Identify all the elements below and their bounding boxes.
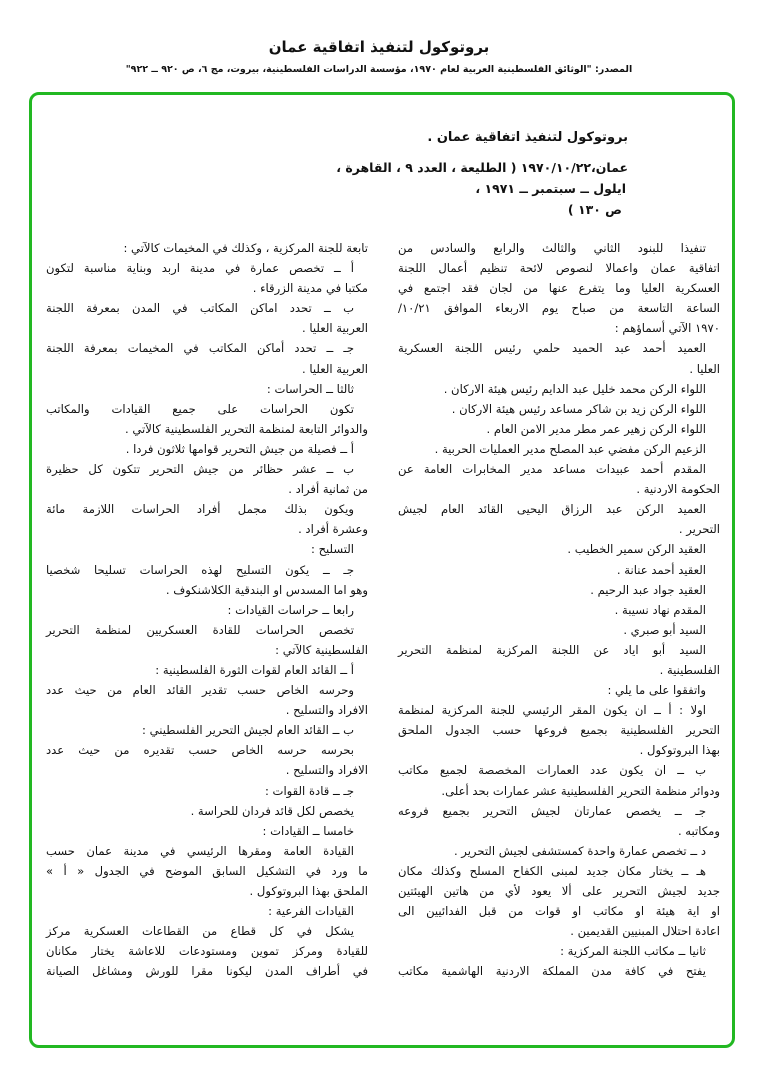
text-line: العقيد الركن سمير الخطيب .	[567, 542, 706, 557]
text-line: ما ورد في التشكيل السابق الموضح في الجدول « أ »	[46, 863, 368, 878]
paragraph	[46, 439, 368, 459]
paragraph	[46, 298, 368, 338]
text-line: جـ ــ يخصص عمارتان لجيش التحرير بجميع فروعه	[398, 803, 706, 818]
paragraph	[398, 238, 720, 338]
text-line: العميد الركن عبد الرزاق اليحيى القائد العام لجيش	[398, 502, 706, 517]
paragraph	[398, 941, 720, 961]
text-line: ب ــ عشر حظائر من جيش التحرير تتكون كل حظيرة	[46, 462, 354, 477]
document-title: بروتوكول لتنفيذ اتفاقية عمان .	[427, 130, 628, 145]
text-line: السيد أبو اياد عن اللجنة المركزية لمنظمة التحرير	[398, 642, 706, 657]
text-line: يشكل في كل قطاع من القطاعات العسكرية مركز	[46, 924, 354, 939]
text-line: التحرير .	[678, 522, 720, 537]
text-line: الحكومة الاردنية .	[636, 482, 720, 497]
text-line: من ثمانية أفراد .	[288, 482, 368, 497]
text-line: ب ــ ان يكون عدد العمارات المخصصة لجميع مكاتب	[398, 763, 706, 778]
text-line: جـ ــ يكون التسليح لهذه الحراسات تسليحا شخصيا	[46, 562, 354, 577]
text-line: بهذا البروتوكول .	[639, 743, 720, 758]
text-line: المقدم أحمد عبيدات مساعد مدير المخابرات العامة عن	[398, 462, 706, 477]
paragraph	[398, 439, 720, 459]
paragraph	[398, 379, 720, 399]
text-line: ثانيا ــ مكاتب اللجنة المركزية :	[560, 944, 706, 959]
text-column-right	[398, 238, 720, 981]
text-line: او اية هيئة او مكاتب او قوات من قبل الفدائيين الى	[398, 904, 720, 919]
text-line: العقيد جواد عبد الرحيم .	[590, 582, 706, 597]
paragraph	[398, 560, 720, 580]
text-line: التسليح :	[310, 542, 354, 557]
paragraph	[46, 499, 368, 539]
text-line: ومكاتبه .	[677, 823, 720, 838]
text-line: للقيادة ومركز تموين ومستودعات للاعاشة يختار مكانان	[46, 944, 368, 959]
text-line: العميد أحمد عبد الحميد حلمي رئيس اللجنة العسكرية	[398, 341, 706, 356]
text-line: والدوائر التابعة لمنظمة التحرير الفلسطينية كالآتي .	[125, 421, 368, 436]
paragraph	[398, 399, 720, 419]
text-line: اولا : أ ــ ان يكون المقر الرئيسي للجنة المركزية لمنظمة	[398, 703, 706, 718]
text-line: العربية العليا .	[302, 361, 368, 376]
document-heading	[336, 130, 628, 220]
paragraph	[398, 680, 720, 700]
paragraph	[398, 801, 720, 841]
text-line: ويكون بذلك مجمل أفراد الحراسات اللازمة مائة	[46, 502, 354, 517]
paragraph	[398, 861, 720, 941]
text-line: الزعيم الركن مفضي عبد المصلح مدير العمليات الحربية .	[434, 441, 706, 456]
text-line: الافراد والتسليح .	[285, 763, 368, 778]
paragraph	[46, 841, 368, 901]
text-line: الساعة التاسعة من صباح يوم الاربعاء الموافق ١٠/٢١/	[398, 301, 720, 316]
paragraph	[46, 399, 368, 439]
paragraph	[398, 640, 720, 680]
text-line: السيد أبو صبري .	[623, 622, 706, 637]
citation-line: ص ١٣٠ )	[567, 202, 622, 217]
text-line: د ــ تخصص عمارة واحدة كمستشفى لجيش التحرير .	[453, 843, 706, 858]
text-line: تابعة للجنة المركزية ، وكذلك في المخيمات كالآتي :	[123, 241, 368, 255]
text-line: العسكرية العليا وما يتفرع عنها من لجان فقد اجتمع في	[398, 281, 720, 296]
text-line: الفلسطينية كالآتي :	[275, 642, 368, 657]
paragraph	[398, 841, 720, 861]
text-line: الملحق بهذا البروتوكول .	[249, 884, 368, 898]
paragraph	[46, 459, 368, 499]
paragraph	[398, 539, 720, 559]
paragraph	[46, 620, 368, 660]
text-line: العليا .	[689, 361, 720, 376]
paragraph	[46, 560, 368, 600]
paragraph	[46, 258, 368, 298]
text-line: اللواء الركن زهير عمر مطر مدير الامن العام .	[486, 421, 706, 436]
text-line: هـ ــ يختار مكان جديد لمبنى الكفاح المسلح وكذلك مكان	[398, 863, 706, 878]
text-line: الفلسطينية .	[659, 662, 720, 677]
paragraph	[398, 419, 720, 439]
text-line: ثالثا ــ الحراسات :	[266, 381, 354, 396]
text-line: جـ ــ تحدد أماكن المكاتب في المخيمات بمعرفة اللجنة	[46, 341, 354, 356]
text-line: جـ ــ قادة القوات :	[264, 783, 354, 798]
text-line: واتفقوا على ما يلي :	[607, 683, 706, 698]
citation-line: ايلول ــ سبتمبر ــ ١٩٧١ ،	[475, 181, 626, 196]
paragraph	[398, 580, 720, 600]
paragraph	[46, 781, 368, 801]
paragraph	[398, 338, 720, 378]
source-citation: المصدر: "الوثائق الفلسطينية العربية لعام ١٩٧٠، مؤسسة الدراسات الفلسطينية، بيروت، مج ٦، ص ٩٢٠ ــ ٩٢٢"	[125, 64, 633, 75]
text-line: وحرسه الخاص حسب تقدير القائد العام من حيث عدد	[46, 683, 354, 698]
text-line: اللواء الركن زيد بن شاكر مساعد رئيس هيئة الاركان .	[451, 401, 706, 416]
citation-line: عمان،١٩٧٠/١٠/٢٢ ( الطليعة ، العدد ٩ ، القاهرة ،	[336, 160, 628, 175]
text-line: في أطراف المدن ليكونا مقرا للورش ومشاغل الصيانة	[46, 964, 368, 979]
paragraph	[46, 660, 368, 680]
paragraph	[46, 821, 368, 841]
text-line: وهو اما المسدس او البندقية الكلاشنكوف .	[165, 582, 368, 597]
paragraph	[46, 720, 368, 740]
text-line: اللواء الركن محمد خليل عبد الدايم رئيس هيئة الاركان .	[443, 381, 706, 396]
text-line: القيادات الفرعية :	[268, 904, 354, 919]
text-line: العربية العليا .	[302, 321, 368, 336]
text-line: تخصص الحراسات للقادة العسكريين لمنظمة التحرير	[46, 622, 354, 637]
text-line: الافراد والتسليح .	[285, 703, 368, 718]
text-line: يخصص لكل قائد فردان للحراسة .	[190, 803, 354, 818]
text-line: تكون الحراسات على جميع القيادات والمكاتب	[46, 401, 354, 416]
paragraph	[46, 379, 368, 399]
text-line: بحرسه حرسه الخاص حسب تقديره من حيث عدد	[46, 743, 354, 758]
text-line: ١٩٧٠ الآتي أسماؤهم :	[614, 321, 720, 336]
paragraph	[46, 238, 368, 258]
text-line: القيادة العامة ومقرها الرئيسي في مدينة عمان حسب	[46, 843, 354, 858]
paragraph	[398, 499, 720, 539]
paragraph	[46, 600, 368, 620]
text-line: وعشرة أفراد .	[298, 522, 368, 537]
paragraph	[398, 961, 720, 981]
paragraph	[46, 801, 368, 821]
paragraph	[46, 921, 368, 981]
text-line: المقدم نهاد نسيبة .	[614, 602, 706, 617]
paragraph	[46, 680, 368, 720]
text-line: رابعا ــ حراسات القيادات :	[227, 602, 354, 617]
text-line: أ ــ تخصص عمارة في مدينة اربد وبناية مناسبة لتكون	[46, 261, 354, 276]
paragraph	[46, 338, 368, 378]
paragraph	[398, 459, 720, 499]
text-line: أ ــ القائد العام لقوات الثورة الفلسطينية :	[155, 662, 354, 677]
text-line: ب ــ تحدد اماكن المكاتب في المدن بمعرفة اللجنة	[46, 301, 354, 316]
paragraph	[46, 740, 368, 780]
paragraph	[398, 620, 720, 640]
paragraph	[46, 539, 368, 559]
paragraph	[398, 600, 720, 620]
page-title: بروتوكول لتنفيذ اتفاقية عمان	[268, 38, 490, 56]
text-line: التحرير الفلسطينية بجميع فروعها حسب الجدول الملحق	[398, 723, 720, 738]
text-line: خامسا ــ القيادات :	[262, 823, 354, 838]
text-line: جديد لجيش التحرير على ألا يعود لأي من هاتين الهيئتين	[398, 884, 720, 898]
text-line: ب ــ القائد العام لجيش التحرير الفلسطيني :	[142, 723, 354, 738]
text-column-left	[46, 238, 368, 981]
text-line: اعادة احتلال المبنيين القديمين .	[570, 924, 720, 939]
text-line: تنفيذا للبنود الثاني والثالث والرابع والسادس من	[398, 241, 706, 255]
text-line: يفتح في كافة مدن المملكة الاردنية الهاشمية مكاتب	[398, 964, 706, 979]
paragraph	[46, 901, 368, 921]
text-line: ودوائر منظمة التحرير الفلسطينية عشر عمارات بحد أعلى.	[441, 783, 720, 798]
text-line: مكتبا في مدينة الزرقاء .	[252, 281, 368, 296]
paragraph	[398, 760, 720, 800]
text-line: العقيد أحمد عنانة .	[616, 562, 706, 577]
text-line: اتفاقية عمان واعمالا لنصوص لائحة تنظيم أعمال اللجنة	[398, 261, 720, 276]
text-line: أ ــ فصيلة من جيش التحرير قوامها ثلاثون فردا .	[125, 441, 354, 456]
paragraph	[398, 700, 720, 760]
